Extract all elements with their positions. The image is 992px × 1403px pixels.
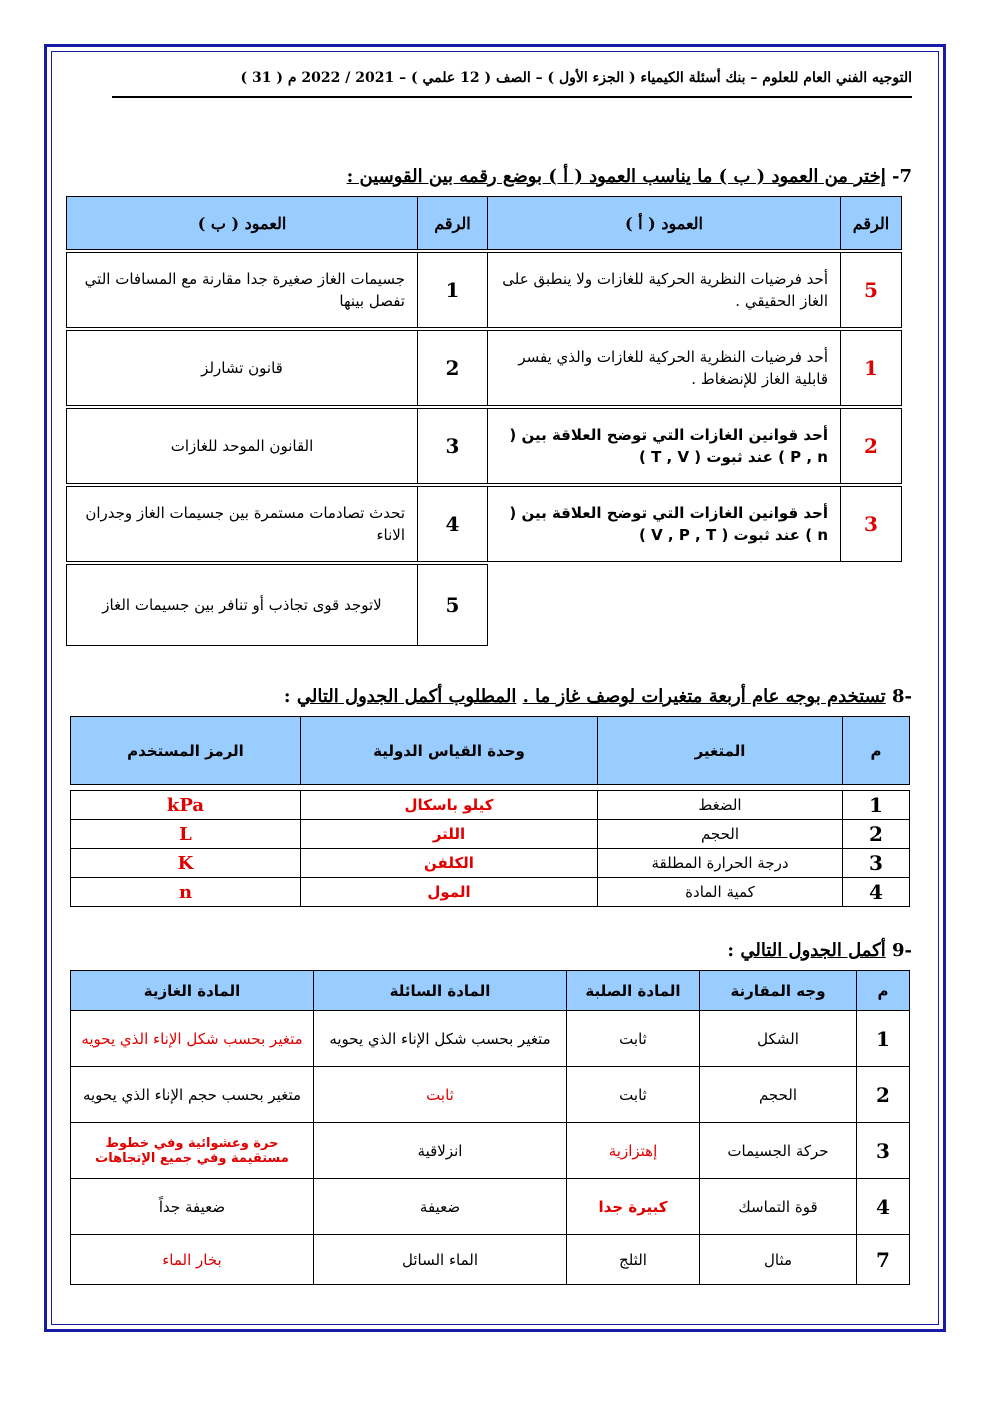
q8-row <box>71 878 910 907</box>
q7-b-number: 1 <box>417 252 488 328</box>
q8-row-symbol: kPa <box>71 791 301 820</box>
q7-b-number: 2 <box>417 330 488 406</box>
q9-row-aspect: حركة الجسيمات <box>700 1123 857 1179</box>
q8-row-m: 3 <box>843 849 910 878</box>
q8-header-symbol: الرمز المستخدم <box>71 717 301 785</box>
q9-row-m: 2 <box>857 1067 910 1123</box>
q9-row-liquid: انزلاقية <box>314 1123 567 1179</box>
q9-row-m: 4 <box>857 1179 910 1235</box>
q7-a-answer: 3 <box>840 486 902 562</box>
q8-row-m: 4 <box>843 878 910 907</box>
q8-number: -8 <box>891 686 912 707</box>
q9-header-m: م <box>857 971 910 1011</box>
q7-header-num-b-label: الرقم <box>434 213 471 233</box>
q9-row-liquid: متغير بحسب شكل الإناء الذي يحويه <box>314 1011 567 1067</box>
q8-row-symbol: L <box>71 820 301 849</box>
q8-row-variable: كمية المادة <box>598 878 843 907</box>
q8-title-colon: : <box>283 686 291 707</box>
page-header: التوجيه الفني العام للعلوم – بنك أسئلة الكيمياء ( الجزء الأول ) – الصف ( 12 علمي ) – 2021 / 2022 م ( 31 ) <box>240 70 912 86</box>
q9-row-gas: بخار الماء <box>71 1235 314 1285</box>
q8-row-unit: اللتر <box>301 820 598 849</box>
q8-row-variable: درجة الحرارة المطلقة <box>598 849 843 878</box>
q9-table <box>70 970 910 1285</box>
q8-header-row <box>71 717 910 785</box>
q9-header-aspect: وجه المقارنة <box>700 971 857 1011</box>
q7-a-statement: أحد قوانين الغازات التي توضح العلاقة بين ( P , n ) عند ثبوت ( T , V ) <box>487 408 841 484</box>
q8-row <box>71 791 910 820</box>
q9-title-colon: : <box>727 940 735 961</box>
q8-title <box>250 686 912 707</box>
q8-row-m: 2 <box>843 820 910 849</box>
q9-title-text: أكمل الجدول التالي <box>740 940 886 961</box>
q7-a-answer: 5 <box>840 252 902 328</box>
q8-header-unit: وحدة القياس الدولية <box>301 717 598 785</box>
q8-row <box>71 849 910 878</box>
q9-row <box>71 1067 910 1123</box>
q9-row-liquid: الماء السائل <box>314 1235 567 1285</box>
q9-row-m: 7 <box>857 1235 910 1285</box>
q9-header-gas: المادة الغازية <box>71 971 314 1011</box>
q9-row-m: 3 <box>857 1123 910 1179</box>
q9-row-aspect: مثال <box>700 1235 857 1285</box>
q7-title-text: إختر من العمود ( ب ) ما يناسب العمود ( أ ) بوضع رقمه بين القوسين : <box>346 166 886 187</box>
header-underline <box>112 96 912 98</box>
q9-row-solid: إهتزازية <box>567 1123 700 1179</box>
q9-row-gas: حرة وعشوائية وفي خطوط مستقيمة وفي جميع الإتجاهات <box>71 1123 314 1179</box>
q9-row-aspect: الشكل <box>700 1011 857 1067</box>
q9-row-liquid: ثابت <box>314 1067 567 1123</box>
q9-row-aspect: الحجم <box>700 1067 857 1123</box>
q7-b-statement: جسيمات الغاز صغيرة جدا مقارنة مع المسافات التي تفصل بينها <box>66 252 418 328</box>
q7-header-num-a <box>840 196 902 250</box>
q7-a-statement: أحد فرضيات النظرية الحركية للغازات ولا ينطبق على الغاز الحقيقي . <box>487 252 841 328</box>
q9-row-liquid: ضعيفة <box>314 1179 567 1235</box>
q8-row-variable: الضغط <box>598 791 843 820</box>
q7-a-statement: أحد قوانين الغازات التي توضح العلاقة بين ( n ) عند ثبوت ( V , P , T ) <box>487 486 841 562</box>
q9-row-solid: كبيرة جدا <box>567 1179 700 1235</box>
q8-row-symbol: n <box>71 878 301 907</box>
q7-title <box>300 166 912 187</box>
q8-row-unit: المول <box>301 878 598 907</box>
q7-b-statement: القانون الموحد للغازات <box>66 408 418 484</box>
q9-row-solid: الثلج <box>567 1235 700 1285</box>
q9-row <box>71 1011 910 1067</box>
q8-row-symbol: K <box>71 849 301 878</box>
q9-row-solid: ثابت <box>567 1067 700 1123</box>
q9-header-liquid: المادة السائلة <box>314 971 567 1011</box>
q7-b-number: 3 <box>417 408 488 484</box>
q9-row-gas: متغير بحسب شكل الإناء الذي يحويه <box>71 1011 314 1067</box>
q7-a-statement: أحد فرضيات النظرية الحركية للغازات والذي يفسر قابلية الغاز للإنضغاط . <box>487 330 841 406</box>
q7-header-num-b <box>417 196 488 250</box>
q8-header-m: م <box>843 717 910 785</box>
q9-row <box>71 1235 910 1285</box>
q8-row-variable: الحجم <box>598 820 843 849</box>
q7-b-statement: تحدث تصادمات مستمرة بين جسيمات الغاز وجدران الاناء <box>66 486 418 562</box>
q7-number: 7- <box>891 166 912 187</box>
q9-row-m: 1 <box>857 1011 910 1067</box>
q7-header-col-a <box>487 196 841 250</box>
q9-row-solid: ثابت <box>567 1011 700 1067</box>
q9-header-solid: المادة الصلبة <box>567 971 700 1011</box>
q9-row-aspect: قوة التماسك <box>700 1179 857 1235</box>
q7-b-number: 4 <box>417 486 488 562</box>
q7-a-answer: 1 <box>840 330 902 406</box>
q9-header-row <box>71 971 910 1011</box>
q7-header-col-b-label: العمود ( ب ) <box>197 213 287 233</box>
q7-header-num-a-label: الرقم <box>852 213 890 233</box>
q9-number: -9 <box>891 940 912 961</box>
q9-row <box>71 1123 910 1179</box>
q7-b-number: 5 <box>417 564 488 646</box>
q8-table <box>70 716 910 907</box>
q8-title-part2: المطلوب أكمل الجدول التالي <box>296 686 517 707</box>
q8-header-variable: المتغير <box>598 717 843 785</box>
q8-row-unit: كيلو باسكال <box>301 791 598 820</box>
q7-a-answer: 2 <box>840 408 902 484</box>
q7-header-col-b <box>66 196 418 250</box>
q7-b-statement: لاتوجد قوى تجاذب أو تنافر بين جسيمات الغاز <box>66 564 418 646</box>
q8-row <box>71 820 910 849</box>
q9-row <box>71 1179 910 1235</box>
q7-header-col-a-label: العمود ( أ ) <box>625 213 703 233</box>
q8-title-part1: تستخدم بوجه عام أربعة متغيرات لوصف غاز ما . <box>522 686 886 707</box>
q7-b-statement: قانون تشارلز <box>66 330 418 406</box>
q9-row-gas: متغير بحسب حجم الإناء الذي يحويه <box>71 1067 314 1123</box>
q9-row-gas: ضعيفة جداً <box>71 1179 314 1235</box>
q8-row-unit: الكلفن <box>301 849 598 878</box>
q9-title <box>500 940 912 961</box>
q8-row-m: 1 <box>843 791 910 820</box>
